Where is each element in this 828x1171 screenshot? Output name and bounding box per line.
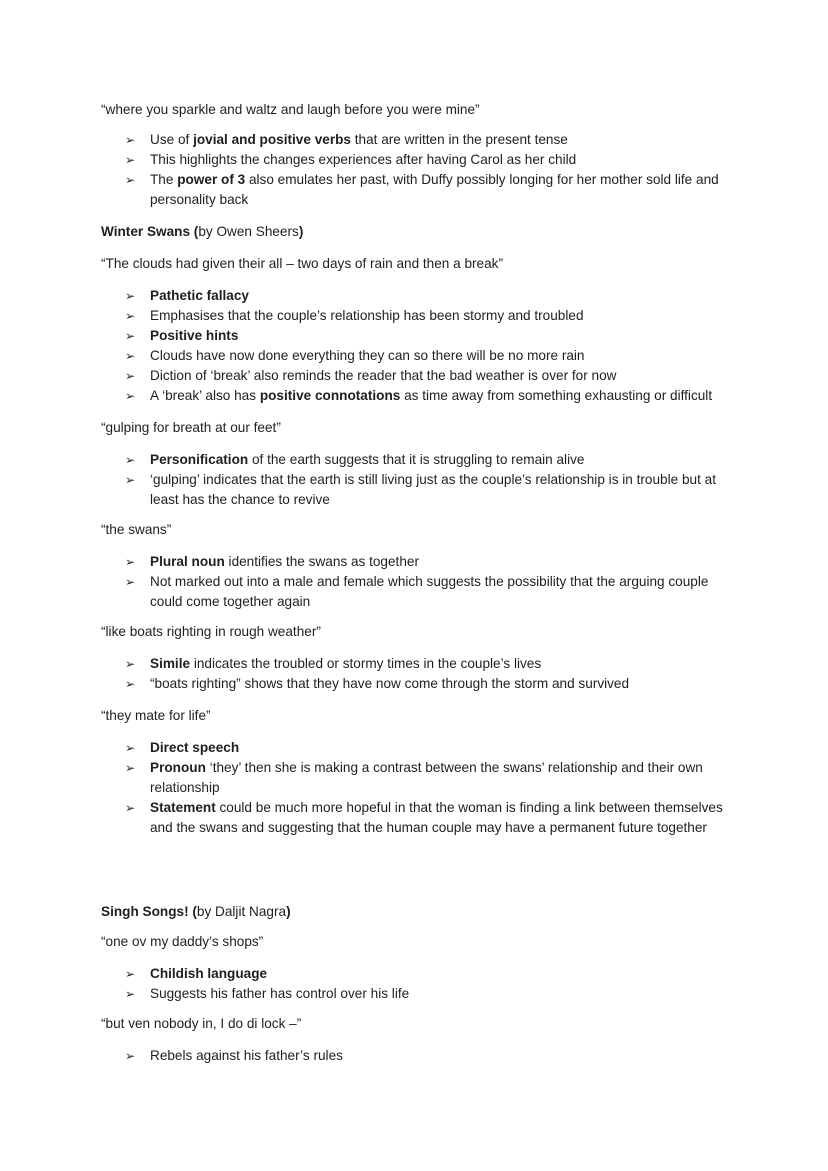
list-item (101, 366, 741, 386)
quote (101, 622, 741, 642)
quote (101, 520, 741, 540)
bullets (101, 450, 741, 510)
list-item (101, 450, 741, 470)
list-item (101, 738, 741, 758)
quote (101, 706, 741, 726)
text-run: as time away from something exhausting or difficult (400, 388, 713, 403)
bullet-list (101, 964, 741, 1004)
quote-text: “the swans” (101, 522, 172, 537)
bold-text: Direct speech (150, 740, 240, 755)
section-heading (101, 222, 741, 242)
text-run: could be much more hopeful in that the woman is finding a link between themselves and the swans and suggesting that the human couple may have a permanent future together (150, 800, 723, 835)
text-run: Suggests his father has control over his life (150, 986, 410, 1001)
bullet-list (101, 552, 741, 612)
bullet-list (101, 654, 741, 694)
bold-text: Plural noun (150, 554, 225, 569)
text-run: Use of (150, 132, 194, 147)
quote (101, 254, 741, 274)
bullet-list (101, 450, 741, 510)
list-item (101, 964, 741, 984)
text-run: Emphasises that the couple’s relationship has been stormy and troubled (150, 308, 584, 323)
bold-text: Simile (150, 656, 191, 671)
list-item (101, 170, 741, 210)
bold-text: Pronoun (150, 760, 206, 775)
bullets (101, 738, 741, 838)
text-run: ‘they’ then she is making a contrast between the swans’ relationship and their own relationship (150, 760, 703, 795)
text-run: indicates the troubled or stormy times in the couple’s lives (190, 656, 542, 671)
bold-text: Pathetic fallacy (150, 288, 249, 303)
list-item (101, 470, 741, 510)
quote (101, 100, 741, 120)
bold-text: jovial and positive verbs (193, 132, 351, 147)
list-item (101, 150, 741, 170)
text-run: ‘gulping’ indicates that the earth is still living just as the couple’s relationship is in trouble but at least has the chance to revive (150, 472, 716, 507)
list-item (101, 286, 741, 306)
bold-text: positive connotations (259, 388, 401, 403)
text-run: Clouds have now done everything they can so there will be no more rain (150, 348, 585, 363)
list-item (101, 306, 741, 326)
bold-text: Winter Swans ( (101, 224, 199, 239)
list-item (101, 984, 741, 1004)
quote-text: “they mate for life” (101, 708, 211, 723)
text-run: by Owen Sheers (198, 224, 299, 239)
list-item (101, 326, 741, 346)
heading-text (101, 222, 741, 242)
list-item (101, 674, 741, 694)
list-item (101, 798, 741, 838)
bullet-list (101, 738, 741, 838)
bullets (101, 552, 741, 612)
list-item (101, 130, 741, 150)
bullets (101, 964, 741, 1004)
quote-text: “like boats righting in rough weather” (101, 624, 321, 639)
text-run: of the earth suggests that it is struggling to remain alive (248, 452, 585, 467)
text-run: Rebels against his father’s rules (150, 1048, 343, 1063)
text-run: The (150, 172, 178, 187)
list-item (101, 346, 741, 366)
bold-text: Singh Songs! ( (101, 904, 197, 919)
quote (101, 932, 741, 952)
text-run: that are written in the present tense (350, 132, 568, 147)
section-heading (101, 902, 741, 922)
quote (101, 1014, 741, 1034)
bold-text: ) (298, 224, 304, 239)
quote (101, 418, 741, 438)
quote-text: “gulping for breath at our feet” (101, 420, 281, 435)
list-item (101, 654, 741, 674)
quote-text: “The clouds had given their all – two days of rain and then a break” (101, 256, 504, 271)
quote-text: “one ov my daddy’s shops” (101, 934, 264, 949)
text-run: A ‘break’ also has (150, 388, 260, 403)
heading-text (101, 902, 741, 922)
text-run: Diction of ‘break’ also reminds the reader that the bad weather is over for now (150, 368, 617, 383)
bullet-list (101, 130, 741, 210)
bullets (101, 1046, 741, 1066)
bold-text: Childish language (150, 966, 268, 981)
bullets (101, 654, 741, 694)
bold-text: Personification (150, 452, 249, 467)
bold-text: ) (286, 904, 291, 919)
bold-text: Statement (150, 800, 216, 815)
text-run: by Daljit Nagra (196, 904, 287, 919)
quote-text: “where you sparkle and waltz and laugh before you were mine” (101, 102, 480, 117)
quote-text: “but ven nobody in, I do di lock –” (101, 1016, 302, 1031)
bullet-list (101, 1046, 741, 1066)
text-run: “boats righting” shows that they have now come through the storm and survived (150, 676, 630, 691)
bold-text: power of 3 (177, 172, 246, 187)
text-run: also emulates her past, with Duffy possibly longing for her mother sold life and personality back (150, 172, 719, 207)
text-run: Not marked out into a male and female which suggests the possibility that the arguing couple could come together again (150, 574, 709, 609)
text-run: This highlights the changes experiences after having Carol as her child (150, 152, 577, 167)
bold-text: Positive hints (150, 328, 239, 343)
bullets (101, 130, 741, 210)
bullets (101, 286, 741, 406)
list-item (101, 552, 741, 572)
list-item (101, 572, 741, 612)
list-item (101, 386, 741, 406)
list-item (101, 758, 741, 798)
bullet-list (101, 286, 741, 406)
list-item (101, 1046, 741, 1066)
text-run: identifies the swans as together (224, 554, 419, 569)
